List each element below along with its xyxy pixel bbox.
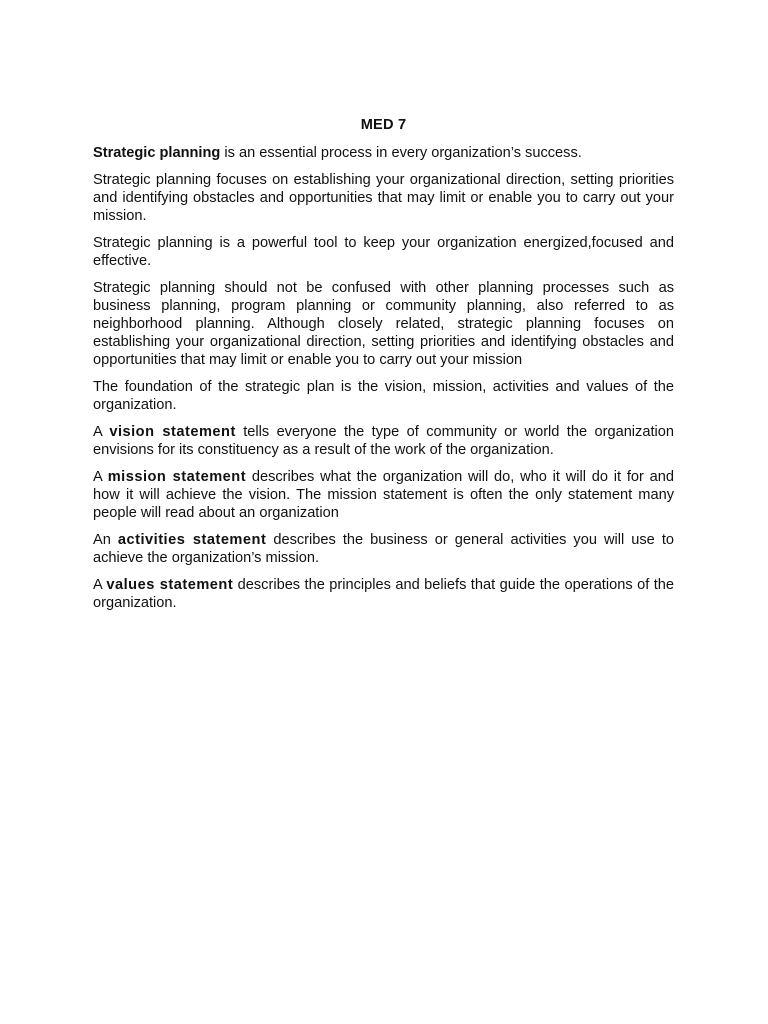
- paragraph-strategic-planning-intro: [93, 144, 674, 162]
- paragraph-prefix: A: [93, 577, 107, 593]
- paragraph-prefix: An: [93, 532, 118, 548]
- paragraph-mission-statement: [93, 468, 674, 522]
- paragraph-text: describes what the organization will do, who it will do it for and how it will achieve the vision. The mission statement is often the only statement many people will read about an organization: [93, 469, 674, 521]
- paragraph-activities-statement: [93, 531, 674, 567]
- paragraph-text: describes the principles and beliefs that guide the operations of the organization.: [93, 577, 674, 611]
- term-mission-statement: mission statement: [107, 469, 247, 485]
- paragraph-strategic-planning-focus: Strategic planning focuses on establishing your organizational direction, setting priorities and identifying obstacles and opportunities that may limit or enable you to carry out your mission.: [93, 172, 674, 224]
- paragraph-prefix: A: [93, 424, 110, 440]
- document-body: [93, 116, 674, 621]
- paragraph-vision-statement: [93, 423, 674, 459]
- term-strategic-planning: Strategic planning: [93, 145, 221, 161]
- term-values-statement: values statement: [106, 577, 234, 593]
- paragraph-strategic-planning-distinction: Strategic planning should not be confused with other planning processes such as business planning, program planning or community planning, also referred to as neighborhood planning. Although closely related, strategic planning focuses on establishing your organizational direction, setting priorities and identifying obstacles and opportunities that may limit or enable you to carry out your mission: [93, 280, 674, 368]
- paragraph-text: describes the business or general activities you will use to achieve the organization’s mission.: [93, 532, 674, 566]
- paragraph-foundation: The foundation of the strategic plan is the vision, mission, activities and values of the organization.: [93, 379, 674, 413]
- paragraph-values-statement: [93, 576, 674, 612]
- paragraph-text: is an essential process in every organization’s success.: [220, 145, 582, 161]
- document-title: MED 7: [360, 117, 407, 133]
- term-vision-statement: vision statement: [109, 424, 236, 440]
- paragraph-strategic-planning-tool: Strategic planning is a powerful tool to keep your organization energized,focused and effective.: [93, 235, 674, 269]
- paragraph-text: tells everyone the type of community or world the organization envisions for its constituency as a result of the work of the organization.: [93, 424, 674, 458]
- term-activities-statement: activities statement: [117, 532, 267, 548]
- paragraph-prefix: A: [93, 469, 108, 485]
